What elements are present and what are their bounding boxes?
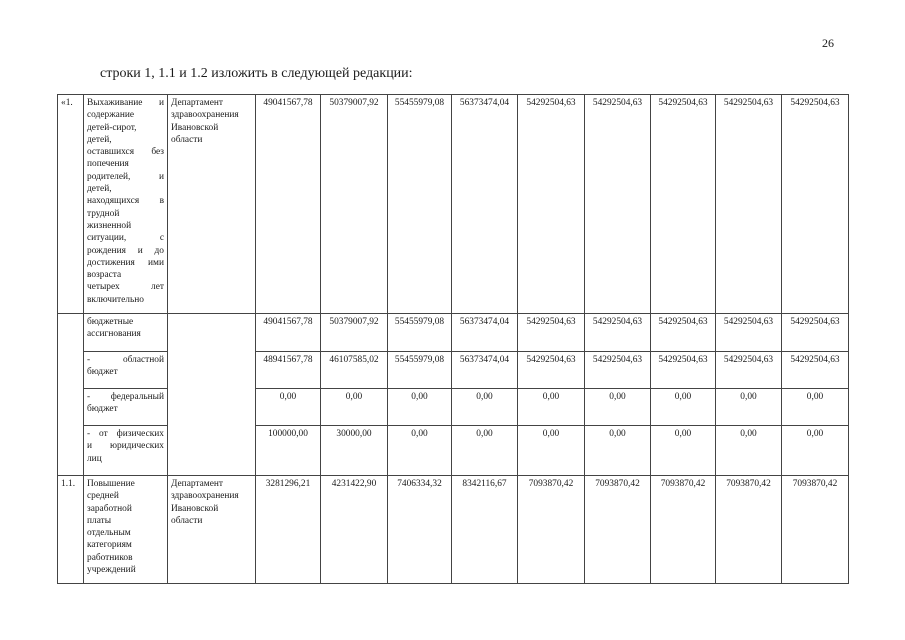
cell-text-line: находящихся в <box>87 196 164 207</box>
cell-text-line: родителей, и <box>87 171 164 182</box>
value-cell: 100000,00 <box>256 426 321 476</box>
cell-text-line: заработной <box>87 503 132 514</box>
value-cell: 7093870,42 <box>716 476 782 584</box>
cell-text-line: четырех лет <box>87 282 164 293</box>
value-cell: 50379007,92 <box>321 95 388 314</box>
value-cell: 0,00 <box>256 389 321 426</box>
row-name <box>84 352 168 389</box>
cell-text-line: возраста <box>87 270 122 281</box>
value-cell: 49041567,78 <box>256 95 321 314</box>
value-cell: 54292504,63 <box>716 352 782 389</box>
row-code: 1.1. <box>58 476 84 584</box>
value-cell: 7093870,42 <box>585 476 651 584</box>
value-cell: 0,00 <box>782 426 849 476</box>
value-cell: 0,00 <box>651 426 716 476</box>
value-cell: 50379007,92 <box>321 314 388 352</box>
cell-text-line: Департамент <box>171 98 223 108</box>
row-executor <box>168 476 256 584</box>
cell-text-line: Ивановской <box>171 122 219 133</box>
value-cell: 0,00 <box>585 389 651 426</box>
cell-text-line: жизненной <box>87 220 132 231</box>
cell-text-line: категориям <box>87 540 132 551</box>
value-cell: 3281296,21 <box>256 476 321 584</box>
cell-text-line: оставшихся без <box>87 147 164 158</box>
cell-text-line: Ивановской <box>171 503 219 514</box>
cell-text-line: ассигнования <box>87 329 141 340</box>
page-number: 26 <box>822 36 834 50</box>
cell-text-line: лиц <box>87 453 102 464</box>
cell-text-line: ситуации, с <box>87 233 164 244</box>
cell-text-line: работников <box>87 552 133 563</box>
value-cell: 54292504,63 <box>651 314 716 352</box>
value-cell: 0,00 <box>518 426 585 476</box>
value-cell: 56373474,04 <box>452 314 518 352</box>
empty-executor-cell <box>168 314 256 476</box>
value-cell: 55455979,08 <box>388 352 452 389</box>
table-row <box>58 314 849 352</box>
cell-text-line: здравоохранения <box>171 110 239 121</box>
table-row <box>58 476 849 584</box>
cell-text-line: трудной <box>87 208 120 219</box>
value-cell: 54292504,63 <box>585 352 651 389</box>
value-cell: 54292504,63 <box>518 314 585 352</box>
row-name <box>84 314 168 352</box>
value-cell: 55455979,08 <box>388 314 452 352</box>
row-executor <box>168 95 256 314</box>
value-cell: 0,00 <box>388 426 452 476</box>
value-cell: 7093870,42 <box>782 476 849 584</box>
cell-text-line: здравоохранения <box>171 491 239 502</box>
table-row <box>58 95 849 314</box>
value-cell: 56373474,04 <box>452 95 518 314</box>
value-cell: 54292504,63 <box>585 95 651 314</box>
value-cell: 46107585,02 <box>321 352 388 389</box>
cell-text-line: бюджет <box>87 367 118 378</box>
value-cell: 54292504,63 <box>716 314 782 352</box>
cell-text-line: средней <box>87 491 119 502</box>
value-cell: 7406334,32 <box>388 476 452 584</box>
value-cell: 56373474,04 <box>452 352 518 389</box>
cell-text-line: детей, <box>87 184 112 195</box>
cell-text-line: Выхаживание и <box>87 98 164 108</box>
row-name <box>84 476 168 584</box>
value-cell: 54292504,63 <box>651 352 716 389</box>
value-cell: 8342116,67 <box>452 476 518 584</box>
value-cell: 0,00 <box>388 389 452 426</box>
cell-text-line: содержание <box>87 110 135 121</box>
cell-text-line: области <box>171 134 203 145</box>
value-cell: 54292504,63 <box>716 95 782 314</box>
value-cell: 55455979,08 <box>388 95 452 314</box>
value-cell: 54292504,63 <box>651 95 716 314</box>
row-code: «1. <box>58 95 84 314</box>
value-cell: 54292504,63 <box>782 314 849 352</box>
value-cell: 0,00 <box>518 389 585 426</box>
value-cell: 0,00 <box>321 389 388 426</box>
cell-text-line: достижения ими <box>87 257 164 268</box>
value-cell: 54292504,63 <box>585 314 651 352</box>
value-cell: 0,00 <box>716 389 782 426</box>
value-cell: 49041567,78 <box>256 314 321 352</box>
value-cell: 30000,00 <box>321 426 388 476</box>
value-cell: 54292504,63 <box>782 352 849 389</box>
cell-text-line: Департамент <box>171 479 223 489</box>
cell-text-line: Повышение <box>87 479 135 489</box>
cell-text-line: бюджетные <box>87 317 134 327</box>
budget-table <box>57 94 849 584</box>
row-name <box>84 389 168 426</box>
value-cell: 0,00 <box>452 426 518 476</box>
value-cell: 7093870,42 <box>651 476 716 584</box>
cell-text-line: - федеральный <box>87 392 164 402</box>
value-cell: 0,00 <box>782 389 849 426</box>
value-cell: 0,00 <box>716 426 782 476</box>
cell-text-line: попечения <box>87 159 129 170</box>
cell-text-line: и юридических <box>87 441 164 452</box>
intro-text: строки 1, 1.1 и 1.2 изложить в следующей редакции: <box>100 66 413 81</box>
value-cell: 54292504,63 <box>782 95 849 314</box>
empty-code-cell <box>58 314 84 476</box>
row-name <box>84 426 168 476</box>
cell-text-line: учреждений <box>87 565 136 576</box>
cell-text-line: отдельным <box>87 528 131 539</box>
cell-text-line: области <box>171 515 203 526</box>
row-name <box>84 95 168 314</box>
value-cell: 0,00 <box>452 389 518 426</box>
cell-text-line: платы <box>87 515 112 526</box>
value-cell: 48941567,78 <box>256 352 321 389</box>
value-cell: 0,00 <box>585 426 651 476</box>
cell-text-line: бюджет <box>87 404 118 415</box>
cell-text-line: включительно <box>87 294 144 305</box>
cell-text-line: - областной <box>87 355 164 365</box>
cell-text-line: детей-сирот, <box>87 122 137 133</box>
value-cell: 0,00 <box>651 389 716 426</box>
value-cell: 54292504,63 <box>518 352 585 389</box>
cell-text-line: рождения и до <box>87 245 164 256</box>
cell-text-line: детей, <box>87 134 112 145</box>
value-cell: 7093870,42 <box>518 476 585 584</box>
value-cell: 4231422,90 <box>321 476 388 584</box>
value-cell: 54292504,63 <box>518 95 585 314</box>
cell-text-line: - от физических <box>87 429 164 439</box>
